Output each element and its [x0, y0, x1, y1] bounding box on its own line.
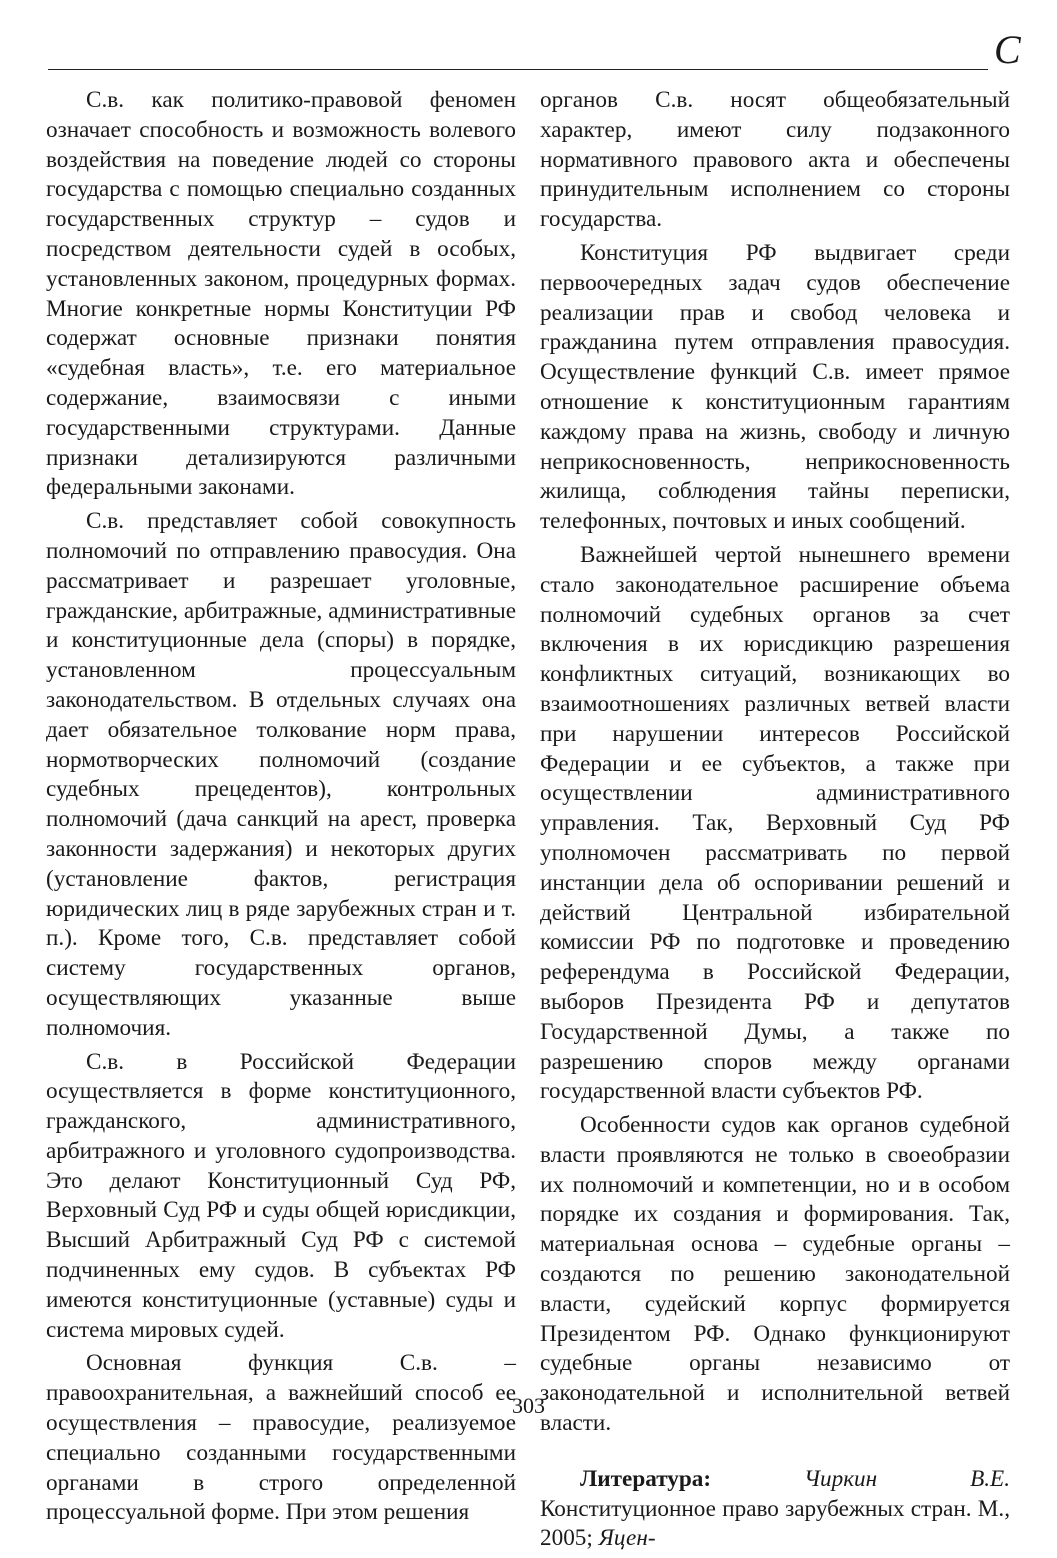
section-letter: C — [994, 27, 1021, 72]
literature-label: Литература: — [580, 1465, 712, 1492]
paragraph: С.в. представляет собой совокупность полномочий по отправлению правосудия. Она рассматривает и разрешает уголовные, гражданские, арбитражные, административные и конституционные дела (споры) в порядке, установленном процессуальным законодательством. В отдельных случаях она дает обязательное толкование норм права, нормотворческих полномочий (создание судебных прецедентов), контрольных полномочий (дача санкций на арест, проверка законности задержания) и некоторых других (установление фактов, регистрация юридических лиц в ряде зарубежных стран и т. п.). Кроме того, С.в. представляет собой систему государственных органов, осуществляющих указанные выше полномочия. — [46, 508, 516, 1041]
literature-text: Конституционное право зарубежных стран. М., 2005; — [540, 1495, 1010, 1552]
right-column — [540, 86, 1010, 1558]
paragraph-continued: органов С.в. носят общеобязательный характер, имеют силу подзаконного нормативного правового акта и обеспечены принудительным исполнением со стороны государства. — [540, 87, 1010, 233]
literature-reference — [540, 1465, 1010, 1554]
literature-author: Чиркин В.Е. — [804, 1465, 1011, 1492]
paragraph: Важнейшей чертой нынешнего времени стало законодательное расширение объема полномочий судебных органов за счет включения в их юрисдикцию разрешения конфликтных ситуаций, возникающих во взаимоотношениях различных ветвей власти при нарушении интересов Российской Федерации и ее субъектов, а также при осуществлении административного управления. Так, Верховный Суд РФ уполномочен рассматривать по первой инстанции дела об оспоривании решений и действий Центральной избирательной комиссии РФ по подготовке и проведению референдума в Российской Федерации, выборов Президента РФ и депутатов Государственной Думы, а также по разрешению споров между органами государственной власти субъектов РФ. — [540, 541, 1010, 1105]
paragraph: Конституция РФ выдвигает среди первоочередных задач судов обеспечение реализации прав и свобод человека и гражданина путем отправления правосудия. Осуществление функций С.в. имеет прямое отношение к конституционным гарантиям каждому права на жизнь, свободу и личную неприкосновенность, неприкосновенность жилища, соблюдения тайны переписки, телефонных, почтовых и иных сообщений. — [540, 239, 1010, 535]
left-column — [46, 86, 516, 1532]
paragraph: Основная функция С.в. – правоохранительная, а важнейший способ ее осуществления – правосудие, реализуемое специально созданными государственными органами в строго определенной процессуальной форме. При этом решения — [46, 1350, 516, 1526]
paragraph: С.в. как политико-правовой феномен означает способность и возможность волевого воздействия на поведение людей со стороны государства с помощью специально созданных государственных структур – судов и посредством деятельности судей в особых, установленных законом, процедурных формах. Многие конкретные нормы Конституции РФ содержат основные признаки понятия «судебная власть», т.е. его материальное содержание, взаимосвязи с иными государственными структурами. Данные признаки детализируются различными федеральными законами. — [46, 87, 516, 501]
paragraph: Особенности судов как органов судебной власти проявляются не только в своеобразии их полномочий и компетенции, но и в особом порядке их создания и формирования. Так, материальная основа – судебные органы – создаются по решению законодательной власти, судейский корпус формируется Президентом РФ. Однако функционируют судебные органы независимо от законодательной и исполнительной ветвей власти. — [540, 1112, 1010, 1437]
page-number: 303 — [512, 1393, 545, 1418]
literature-author: Яцен- — [598, 1525, 656, 1552]
paragraph: С.в. в Российской Федерации осуществляется в форме конституционного, гражданского, административного, арбитражного и уголовного судопроизводства. Это делают Конституционный Суд РФ, Верховный Суд РФ и суды общей юрисдикции, Высший Арбитражный Суд РФ с системой подчиненных ему судов. В субъектах РФ имеются конституционные (уставные) суды и система мировых судей. — [46, 1048, 516, 1343]
header-rule — [48, 69, 988, 70]
